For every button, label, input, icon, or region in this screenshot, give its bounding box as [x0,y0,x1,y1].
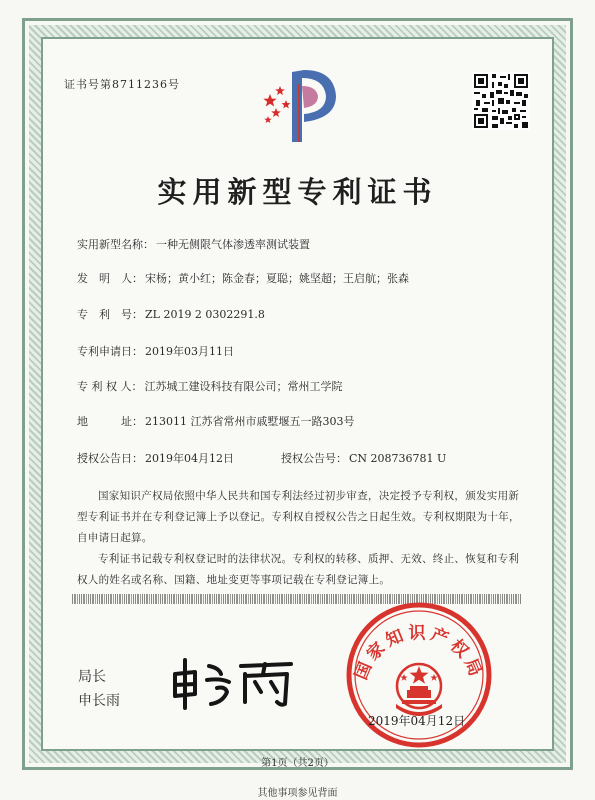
address-label: 地 址： [77,415,143,428]
inventor-label: 发 明 人： [77,272,143,285]
grant-number-value: CN 208736781 U [349,452,447,465]
utility-model-name-value: 一种无侧限气体渗透率测试装置 [156,238,310,251]
seal-text: 国家知识产权局 [351,623,487,683]
patent-number-value: ZL 2019 2 0302291.8 [145,308,265,321]
patentee-label: 专 利 权 人： [77,380,143,393]
director-name: 申长雨 [78,693,120,709]
address-value: 213011 江苏省常州市戚墅堰五一路303号 [145,415,355,428]
grant-statement-paragraph: 国家知识产权局依照中华人民共和国专利法经过初步审查，决定授予专利权，颁发实用新型专利证书并在专利登记簿上予以登记。专利权自授权公告之日起生效。专利权期限为十年，自申请日起算。 [77,490,520,544]
grant-number-label: 授权公告号： [281,452,347,465]
page-number: 第1页（共2页） [261,758,334,769]
certificate-number: 证书号第8711236号 [64,78,180,91]
address-row [77,413,354,429]
patent-number-row [77,306,265,322]
legal-status-paragraph: 专利证书记载专利权登记时的法律状况。专利权的转移、质押、无效、终止、恢复和专利权人的姓名或名称、国籍、地址变更等事项记载在专利登记簿上。 [77,553,520,586]
footer-note: 其他事项参见背面 [257,788,338,799]
patentee-value: 江苏城工建设科技有限公司；常州工学院 [144,380,343,393]
patent-office-logo-icon [252,64,348,148]
seal-date: 2019年04月12日 [368,714,466,728]
filing-date-value: 2019年03月11日 [145,345,234,358]
grant-date-label: 授权公告日： [77,452,143,465]
qr-code-icon [472,72,530,130]
director-signature [165,652,305,712]
patent-number-label: 专 利 号： [77,308,143,321]
grant-row [77,450,446,466]
filing-date-row [77,343,234,359]
grant-date-value: 2019年04月12日 [145,452,234,465]
inventor-row [77,270,409,286]
utility-model-name-label: 实用新型名称： [77,238,154,251]
patentee-row [77,378,343,394]
filing-date-label: 专利申请日： [77,345,143,358]
director-title: 局长 [78,669,106,685]
utility-model-name-row [77,236,310,252]
certificate-title: 实用新型专利证书 [157,175,438,209]
inventor-value: 宋杨；黄小红；陈金春；夏聪；姚坚超；王启航；张森 [145,272,409,285]
